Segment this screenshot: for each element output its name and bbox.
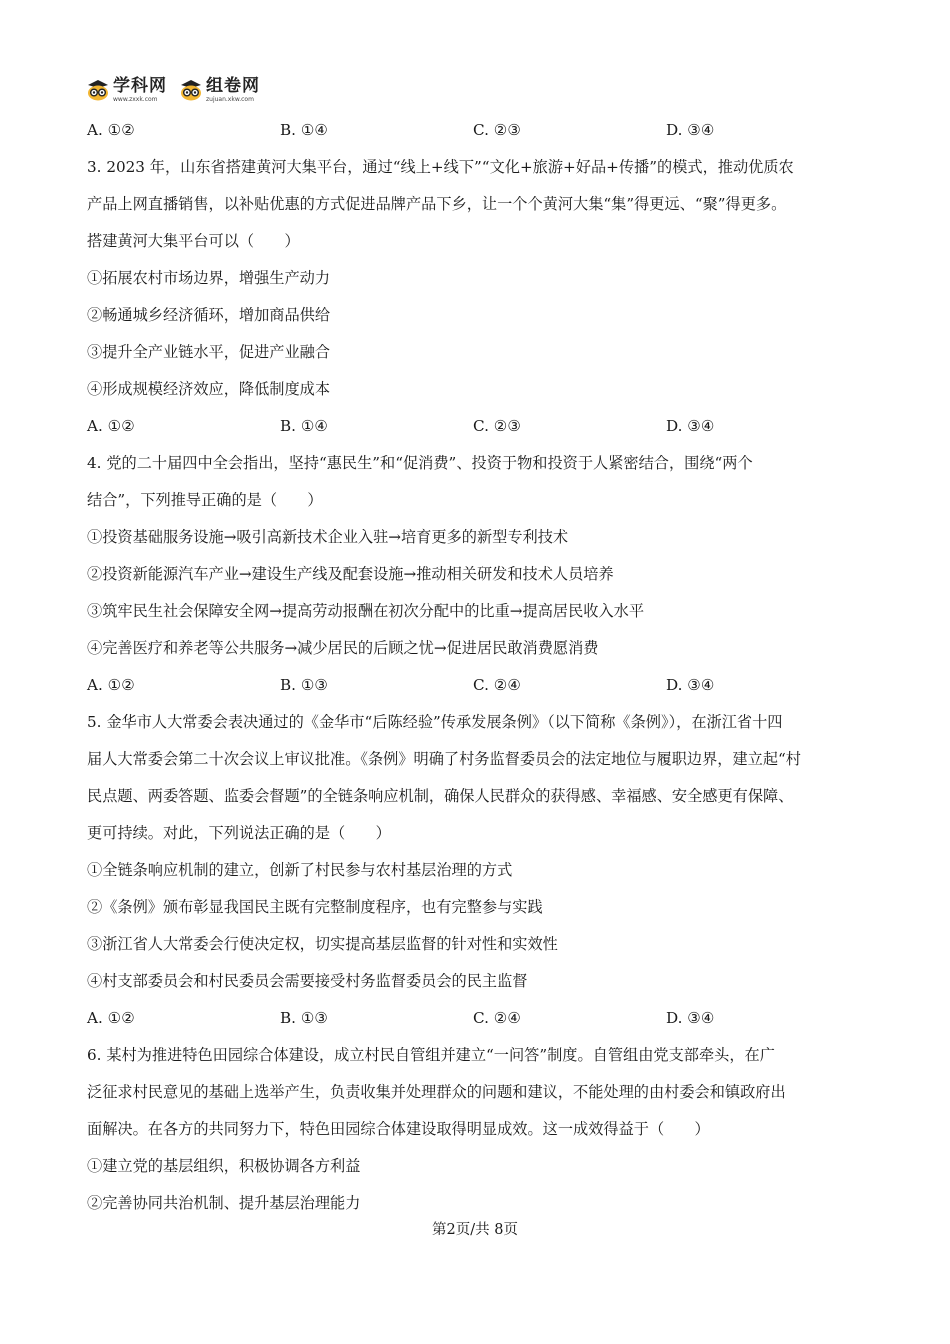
logo-zujuanwang[interactable] [179,75,260,103]
option-d: D. ③④ [666,1009,715,1027]
question-stem-line: 届人大常委会第二十次会议上审议批准。《条例》明确了村务监督委员会的法定地位与履职边界，建立起“村 [87,750,801,768]
option-a: A. ①② [87,1009,135,1027]
option-b: B. ①③ [280,676,329,694]
logo-url: www.zxxk.com [113,95,158,103]
statement-item: ④完善医疗和养老等公共服务→减少居民的后顾之忧→促进居民敢消费愿消费 [87,639,599,657]
q3-options [87,408,877,445]
option-d: D. ③④ [666,676,715,694]
q2-options [87,112,877,149]
logo-name: 学科网 [113,75,167,96]
statement-item: ④形成规模经济效应，降低制度成本 [87,380,330,398]
option-c: C. ②③ [473,121,521,139]
option-b: B. ①④ [280,121,329,139]
page-number: 第2页/共 8页 [432,1222,518,1238]
owl-mascot-icon [179,79,203,101]
question-stem-line: 4. 党的二十届四中全会指出，坚持“惠民生”和“促消费”、投资于物和投资于人紧密结合，围绕“两个 [87,454,753,472]
question-stem-line: 结合”，下列推导正确的是（ ） [87,491,323,509]
q4-options [87,667,877,704]
question-stem-line: 6. 某村为推进特色田园综合体建设，成立村民自管组并建立“一问答”制度。自管组由党支部牵头，在广 [87,1046,775,1064]
question-stem-line: 面解决。在各方的共同努力下，特色田园综合体建设取得明显成效。这一成效得益于（ ） [87,1120,710,1138]
question-stem-line: 3. 2023 年，山东省搭建黄河大集平台，通过“线上+线下”“文化+旅游+好品+传播”的模式，推动优质农 [87,158,794,176]
option-a: A. ①② [87,417,135,435]
statement-item: ④村支部委员会和村民委员会需要接受村务监督委员会的民主监督 [87,972,528,990]
question-3 [87,149,877,445]
question-stem-line: 更可持续。对此，下列说法正确的是（ ） [87,824,391,842]
option-a: A. ①② [87,121,135,139]
option-b: B. ①④ [280,417,329,435]
question-4 [87,445,877,704]
statement-item: ③浙江省人大常委会行使决定权，切实提高基层监督的针对性和实效性 [87,935,558,953]
statement-item: ①拓展农村市场边界，增强生产动力 [87,269,330,287]
statement-item: ③筑牢民生社会保障安全网→提高劳动报酬在初次分配中的比重→提高居民收入水平 [87,602,645,620]
option-d: D. ③④ [666,121,715,139]
statement-item: ②《条例》颁布彰显我国民主既有完整制度程序，也有完整参与实践 [87,898,543,916]
statement-item: ①全链条响应机制的建立，创新了村民参与农村基层治理的方式 [87,861,513,879]
exam-content [87,112,877,1222]
question-5 [87,704,877,1037]
option-b: B. ①③ [280,1009,329,1027]
question-stem-line: 民点题、两委答题、监委会督题”的全链条响应机制，确保人民群众的获得感、幸福感、安全感更有保障、 [87,787,794,805]
question-stem-line: 产品上网直播销售，以补贴优惠的方式促进品牌产品下乡，让一个个黄河大集“集”得更远、“聚”得更多。 [87,195,787,213]
question-6 [87,1037,877,1222]
question-stem-line: 搭建黄河大集平台可以（ ） [87,232,300,250]
logo-name: 组卷网 [206,75,260,96]
logo-xuekewang[interactable] [86,75,167,103]
question-stem-line: 泛征求村民意见的基础上选举产生，负责收集并处理群众的问题和建议，不能处理的由村委会和镇政府出 [87,1083,786,1101]
statement-item: ①投资基础服务设施→吸引高新技术企业入驻→培育更多的新型专利技术 [87,528,569,546]
header-logos [86,74,272,106]
q5-options [87,1000,877,1037]
option-c: C. ②④ [473,1009,521,1027]
owl-mascot-icon [86,79,110,101]
question-stem-line: 5. 金华市人大常委会表决通过的《金华市“后陈经验”传承发展条例》（以下简称《条例》），在浙江省十四 [87,713,783,731]
option-c: C. ②③ [473,417,521,435]
statement-item: ②畅通城乡经济循环，增加商品供给 [87,306,330,324]
statement-item: ②投资新能源汽车产业→建设生产线及配套设施→推动相关研发和技术人员培养 [87,565,614,583]
option-d: D. ③④ [666,417,715,435]
logo-url: zujuan.xkw.com [206,95,254,103]
option-c: C. ②④ [473,676,521,694]
statement-item: ③提升全产业链水平，促进产业融合 [87,343,330,361]
statement-item: ②完善协同共治机制、提升基层治理能力 [87,1194,361,1212]
option-a: A. ①② [87,676,135,694]
statement-item: ①建立党的基层组织，积极协调各方利益 [87,1157,361,1175]
